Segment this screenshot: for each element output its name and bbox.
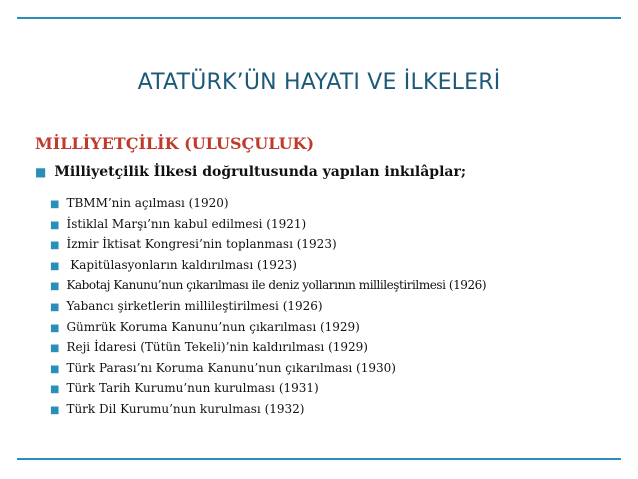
top-divider [17, 17, 621, 19]
square-bullet-icon: ■ [50, 219, 60, 231]
list-item-text: Gümrük Koruma Kanunu’nun çıkarılması (1929) [66, 319, 360, 334]
bottom-divider [17, 458, 621, 460]
lead-text: Milliyetçilik İlkesi doğrultusunda yapılan inkılâplar; [54, 164, 467, 180]
square-bullet-icon: ■ [50, 281, 60, 293]
list-item [50, 358, 486, 379]
list-item [50, 317, 486, 338]
list-item-text: Kabotaj Kanunu’nun çıkarılması ile deniz yollarının millileştirilmesi (1926) [66, 278, 487, 293]
list-item-text: İzmir İktisat Kongresi’nin toplanması (1923) [66, 237, 337, 252]
list-item-text: İstiklal Marşı’nın kabul edilmesi (1921) [66, 216, 307, 231]
list-item-text: Reji İdaresi (Tütün Tekeli)’nin kaldırılması (1929) [66, 340, 368, 355]
square-bullet-icon: ■ [50, 301, 60, 313]
list-item [50, 255, 486, 276]
square-bullet-icon: ■ [50, 363, 60, 375]
list-item-text: Türk Parası’nı Koruma Kanunu’nun çıkarılması (1930) [66, 360, 396, 375]
list-item [50, 399, 486, 420]
square-bullet-icon: ■ [50, 260, 60, 272]
list-item-text: Yabancı şirketlerin millileştirilmesi (1926) [66, 298, 323, 313]
list-item [50, 337, 486, 358]
reform-list [50, 193, 486, 420]
list-item [50, 275, 486, 296]
list-item-text: Türk Dil Kurumu’nun kurulması (1932) [66, 401, 305, 416]
square-bullet-icon: ■ [50, 240, 60, 252]
list-item [50, 193, 486, 214]
square-bullet-icon: ■ [50, 343, 60, 355]
square-bullet-icon: ■ [35, 165, 47, 179]
list-item-text: TBMM’nin açılması (1920) [66, 196, 229, 210]
square-bullet-icon: ■ [50, 404, 60, 416]
section-heading: MİLLİYETÇİLİK (ULUSÇULUK) [35, 134, 315, 153]
square-bullet-icon: ■ [50, 199, 60, 210]
list-item [50, 378, 486, 399]
list-item-text: Kapitülasyonların kaldırılması (1923) [66, 257, 297, 272]
list-item [50, 214, 486, 235]
square-bullet-icon: ■ [50, 384, 60, 396]
list-item-text: Türk Tarih Kurumu’nun kurulması (1931) [66, 381, 319, 396]
list-item [50, 296, 486, 317]
square-bullet-icon: ■ [50, 322, 60, 334]
list-item [50, 234, 486, 255]
lead-bullet-item [35, 164, 466, 180]
slide-title: ATATÜRK’ÜN HAYATI VE İLKELERİ [137, 70, 501, 95]
